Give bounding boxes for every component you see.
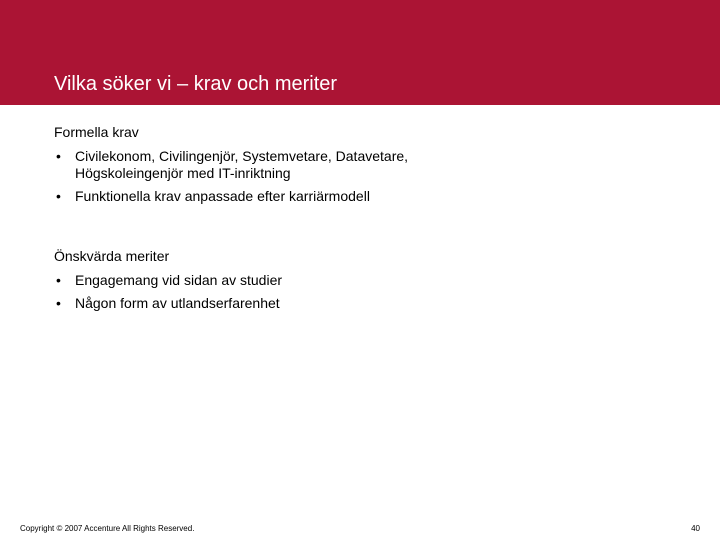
bullet-text: Civilekonom, Civilingenjör, Systemvetare, Datavetare, Högskoleingenjör med IT-inriktning (75, 148, 409, 181)
section-formal-requirements (54, 124, 694, 211)
bullet-text: Engagemang vid sidan av studier (75, 272, 283, 288)
bullet-dot-icon: • (56, 188, 61, 204)
title-banner (0, 0, 720, 105)
slide-title: Vilka söker vi – krav och meriter (54, 73, 338, 95)
page-number: 40 (691, 524, 700, 533)
bullet-item (54, 295, 694, 312)
bullet-text: Funktionella krav anpassade efter karriärmodell (75, 188, 370, 204)
section-heading: Formella krav (54, 124, 139, 140)
bullet-text: Någon form av utlandserfarenhet (75, 295, 280, 311)
bullet-item (54, 272, 694, 289)
footer-copyright: Copyright © 2007 Accenture All Rights Reserved. (20, 524, 195, 533)
bullet-dot-icon: • (56, 148, 61, 164)
bullet-item (54, 148, 495, 182)
section-heading: Önskvärda meriter (54, 248, 170, 264)
bullet-dot-icon: • (56, 295, 61, 311)
bullet-item (54, 188, 694, 205)
section-desired-merits (54, 248, 694, 318)
bullet-dot-icon: • (56, 272, 61, 288)
